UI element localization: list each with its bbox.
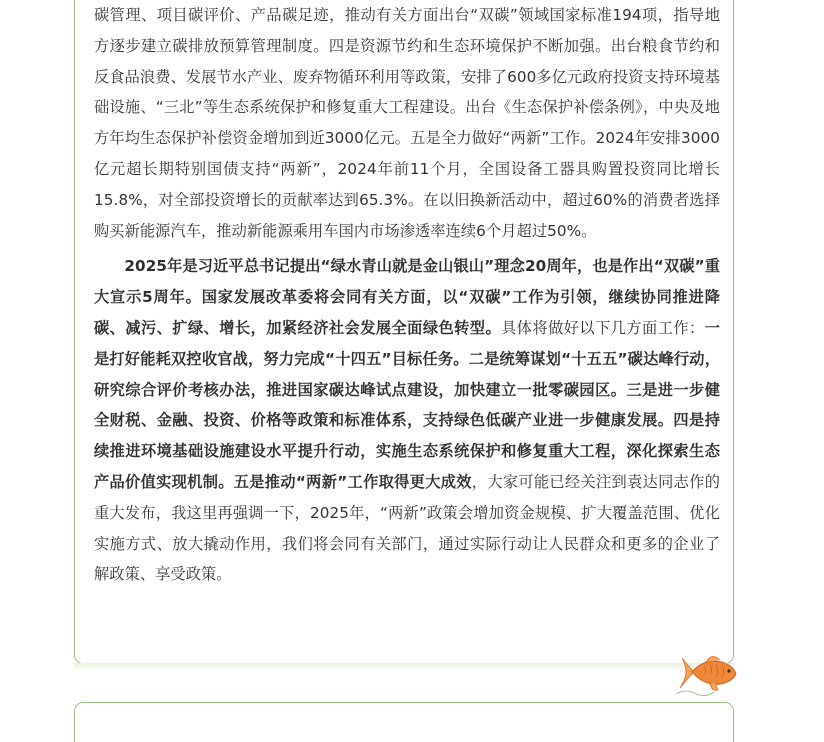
paragraph-2-normal-2: ，大家可能已经关注到袁达同志作的重大发布，我这里再强调一下，2025年，“两新”政策会增加资金规模、扩大覆盖范围、优化实施方式、放大撬动作用，我们将会同有关部门，通过实际行动让人民群众和更多的企业了解政策、享受政策。 <box>94 472 721 584</box>
article-body <box>94 0 720 590</box>
paragraph-2-normal-1: 具体将做好以下几方面工作： <box>501 318 705 337</box>
next-article-card <box>74 702 734 742</box>
koi-fish-icon <box>674 648 738 698</box>
paragraph-2 <box>94 251 720 590</box>
paragraph-1-text: 碳管理、项目碳评价、产品碳足迹，推动有关方面出台“双碳”领域国家标准194项，指导地方逐步建立碳排放预算管理制度。四是资源节约和生态环境保护不断加强。出台粮食节约和反食品浪费、发展节水产业、废弃物循环利用等政策，安排了600多亿元政府投资支持环境基础设施、“三北”等生态系统保护和修复重大工程建设。出台《生态保护补偿条例》，中央及地方年均生态保护补偿资金增加到近3000亿元。五是全力做好“两新”工作。2024年安排3000亿元超长期特别国债支持“两新”，2024年前11个月，全国设备工器具购置投资同比增长15.8%，对全部投资增长的贡献率达到65.3%。在以旧换新活动中，超过60%的消费者选择购买新能源汽车，推动新能源乘用车国内市场渗透率连续6个月超过50%。 <box>94 6 720 240</box>
paragraph-1 <box>94 0 720 246</box>
paragraph-2-bold-1: 2025年是习近平总书记提出“绿水青山就是金山银山”理念20周年，也是作出“双碳”重大宣示5周年。国家发展改革委将会同有关方面，以“双碳”工作为引领，继续协同推进降碳、减污、扩绿、增长，加紧经济社会发展全面绿色转型。 <box>94 257 720 337</box>
paragraph-2-bold-2: 一是打好能耗双控收官战，努力完成“十四五”目标任务。二是统筹谋划“十五五”碳达峰行动，研究综合评价考核办法，推进国家碳达峰试点建设，加快建立一批零碳园区。三是进一步健全财税、金融、投资、价格等政策和标准体系，支持绿色低碳产业进一步健康发展。四是持续推进环境基础设施建设水平提升行动，实施生态系统保护和修复重大工程，深化探索生态产品价值实现机制。五是推动“两新”工作取得更大成效 <box>94 318 720 491</box>
card-footer-band <box>74 663 734 669</box>
